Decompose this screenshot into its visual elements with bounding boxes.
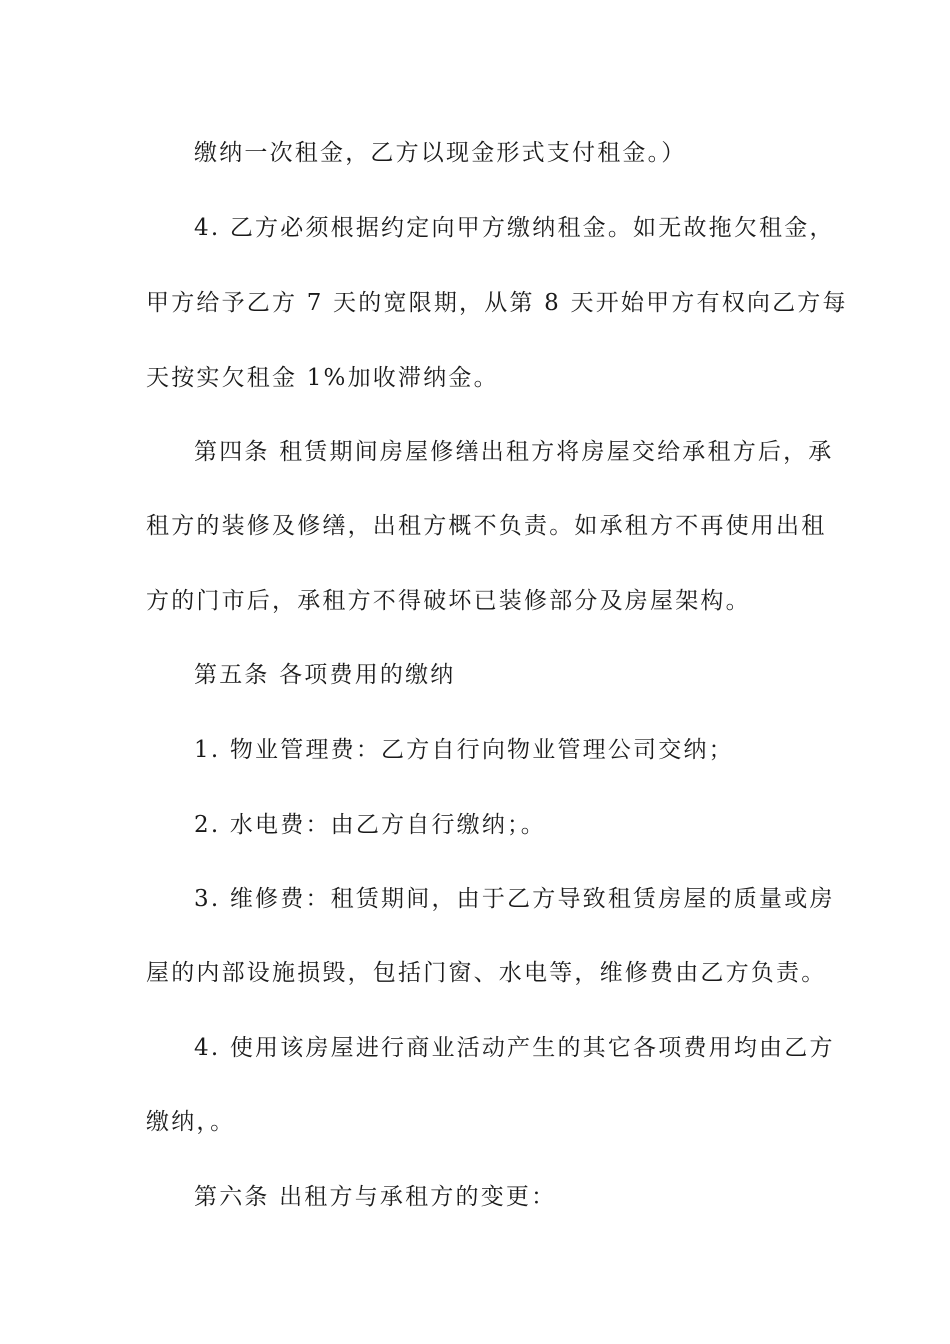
paragraph-line: 甲方给予乙方 7 天的宽限期，从第 8 天开始甲方有权向乙方每 — [146, 290, 848, 316]
paragraph-line: 方的门市后，承租方不得破坏已装修部分及房屋架构。 — [146, 588, 751, 614]
list-item-line: 2. 水电费：由乙方自行缴纳；。 — [194, 812, 546, 838]
paragraph-line: 天按实欠租金 1%加收滞纳金。 — [146, 365, 499, 391]
list-item-line: 3. 维修费：租赁期间，由于乙方导致租赁房屋的质量或房 — [194, 886, 835, 912]
paragraph-line: 4. 乙方必须根据约定向甲方缴纳租金。如无故拖欠租金， — [194, 215, 835, 241]
section-heading-line: 第五条 各项费用的缴纳 — [194, 662, 456, 688]
paragraph-line: 缴纳一次租金，乙方以现金形式支付租金。） — [194, 140, 687, 166]
section-heading-line: 第六条 出租方与承租方的变更： — [194, 1184, 557, 1210]
paragraph-line: 缴纳，。 — [146, 1109, 236, 1135]
list-item-line: 4. 使用该房屋进行商业活动产生的其它各项费用均由乙方 — [194, 1035, 835, 1061]
section-heading-line: 第四条 租赁期间房屋修缮出租方将房屋交给承租方后，承 — [194, 439, 834, 465]
paragraph-line: 租方的装修及修缮，出租方概不负责。如承租方不再使用出租 — [146, 513, 827, 539]
paragraph-line: 屋的内部设施损毁，包括门窗、水电等，维修费由乙方负责。 — [146, 960, 827, 986]
list-item-line: 1. 物业管理费：乙方自行向物业管理公司交纳； — [194, 737, 734, 763]
